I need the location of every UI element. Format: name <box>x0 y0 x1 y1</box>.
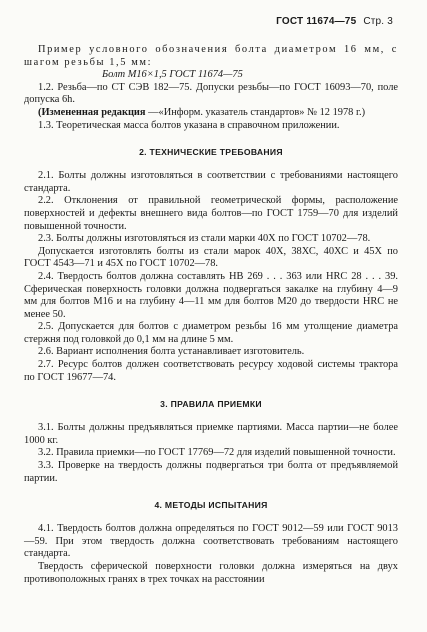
section-4-title: 4. МЕТОДЫ ИСПЫТАНИЯ <box>154 500 268 511</box>
page-header <box>276 16 393 29</box>
paragraph-1-2: 1.2. Резьба—по СТ СЭВ 182—75. Допуски резьбы—по ГОСТ 16093—70, поле допуска 6h. <box>24 81 398 106</box>
designation-example: Болт М16×1,5 ГОСТ 11674—75 <box>102 69 243 81</box>
paragraph-2-1: 2.1. Болты должны изготовляться в соответствии с требованиями настоящего стандарта. <box>24 170 398 194</box>
paragraph-3-1: 3.1. Болты должны предъявляться приемке партиями. Масса партии—не более 1000 кг. <box>24 422 398 446</box>
paragraph-3-2: 3.2. Правила приемки—по ГОСТ 17769—72 для изделий повышенной точности. <box>38 447 396 459</box>
paragraph-2-2: 2.2. Отклонения от правильной геометрической формы, расположение поверхностей и дефекты внешнего вида болтов—по ГОСТ 1759—70 для изделий повышенной точности. <box>24 195 398 232</box>
standard-number: ГОСТ 11674—75 <box>276 16 357 27</box>
paragraph-3-3: 3.3. Проверке на твердость должны подвергаться три болта от предъявляемой партии. <box>24 460 398 484</box>
paragraph-2-4: 2.4. Твердость болтов должна составлять НВ 269 . . . 363 или HRC 28 . . . 39. Сферическая поверхность головки должна подвергаться закалке на глубину 4—9 мм для болтов М16 и на глубину 4—11 мм для болтов М20 до твердости HRC не менее 50. <box>24 270 398 320</box>
amendment-label: (Измененная редакция <box>38 106 146 118</box>
section-3-title: 3. ПРАВИЛА ПРИЕМКИ <box>160 399 262 410</box>
amendment-note <box>24 107 398 120</box>
designation-example-intro: Пример условного обозначения болта диаметром 16 мм, с шагом резьбы 1,5 мм: <box>24 44 398 68</box>
page-number: Стр. 3 <box>363 16 393 27</box>
paragraph-4-1-continued: Твердость сферической поверхности головки должна измеряться на двух противоположных гранях в трех точках на расстоянии <box>24 561 398 585</box>
document-body <box>24 44 398 586</box>
paragraph-4-1: 4.1. Твердость болтов должна определяться по ГОСТ 9012—59 или ГОСТ 9013—59. При этом твердость должна соответствовать требованиям настоящего стандарта. <box>24 523 398 560</box>
paragraph-2-7: 2.7. Ресурс болтов должен соответствовать ресурсу ходовой системы трактора по ГОСТ 19677—74. <box>24 359 398 383</box>
paragraph-2-5: 2.5. Допускается для болтов с диаметром резьбы 16 мм утолщение диаметра стержня под головкой до 0,1 мм на длине 5 мм. <box>24 321 398 345</box>
paragraph-1-3: 1.3. Теоретическая масса болтов указана в справочном приложении. <box>38 119 340 131</box>
paragraph-2-3: 2.3. Болты должны изготовляться из стали марки 40Х по ГОСТ 10702—78. <box>38 233 371 245</box>
paragraph-2-3-addendum: Допускается изготовлять болты из стали марок 40Х, 38ХС, 40ХС и 45Х по ГОСТ 4543—71 и 45Х по ГОСТ 10702—78. <box>24 245 398 270</box>
section-2-title: 2. ТЕХНИЧЕСКИЕ ТРЕБОВАНИЯ <box>139 147 283 158</box>
amendment-text: —«Информ. указатель стандартов» № 12 1978 г.) <box>148 106 366 118</box>
paragraph-2-6: 2.6. Вариант исполнения болта устанавливает изготовитель. <box>38 346 305 358</box>
